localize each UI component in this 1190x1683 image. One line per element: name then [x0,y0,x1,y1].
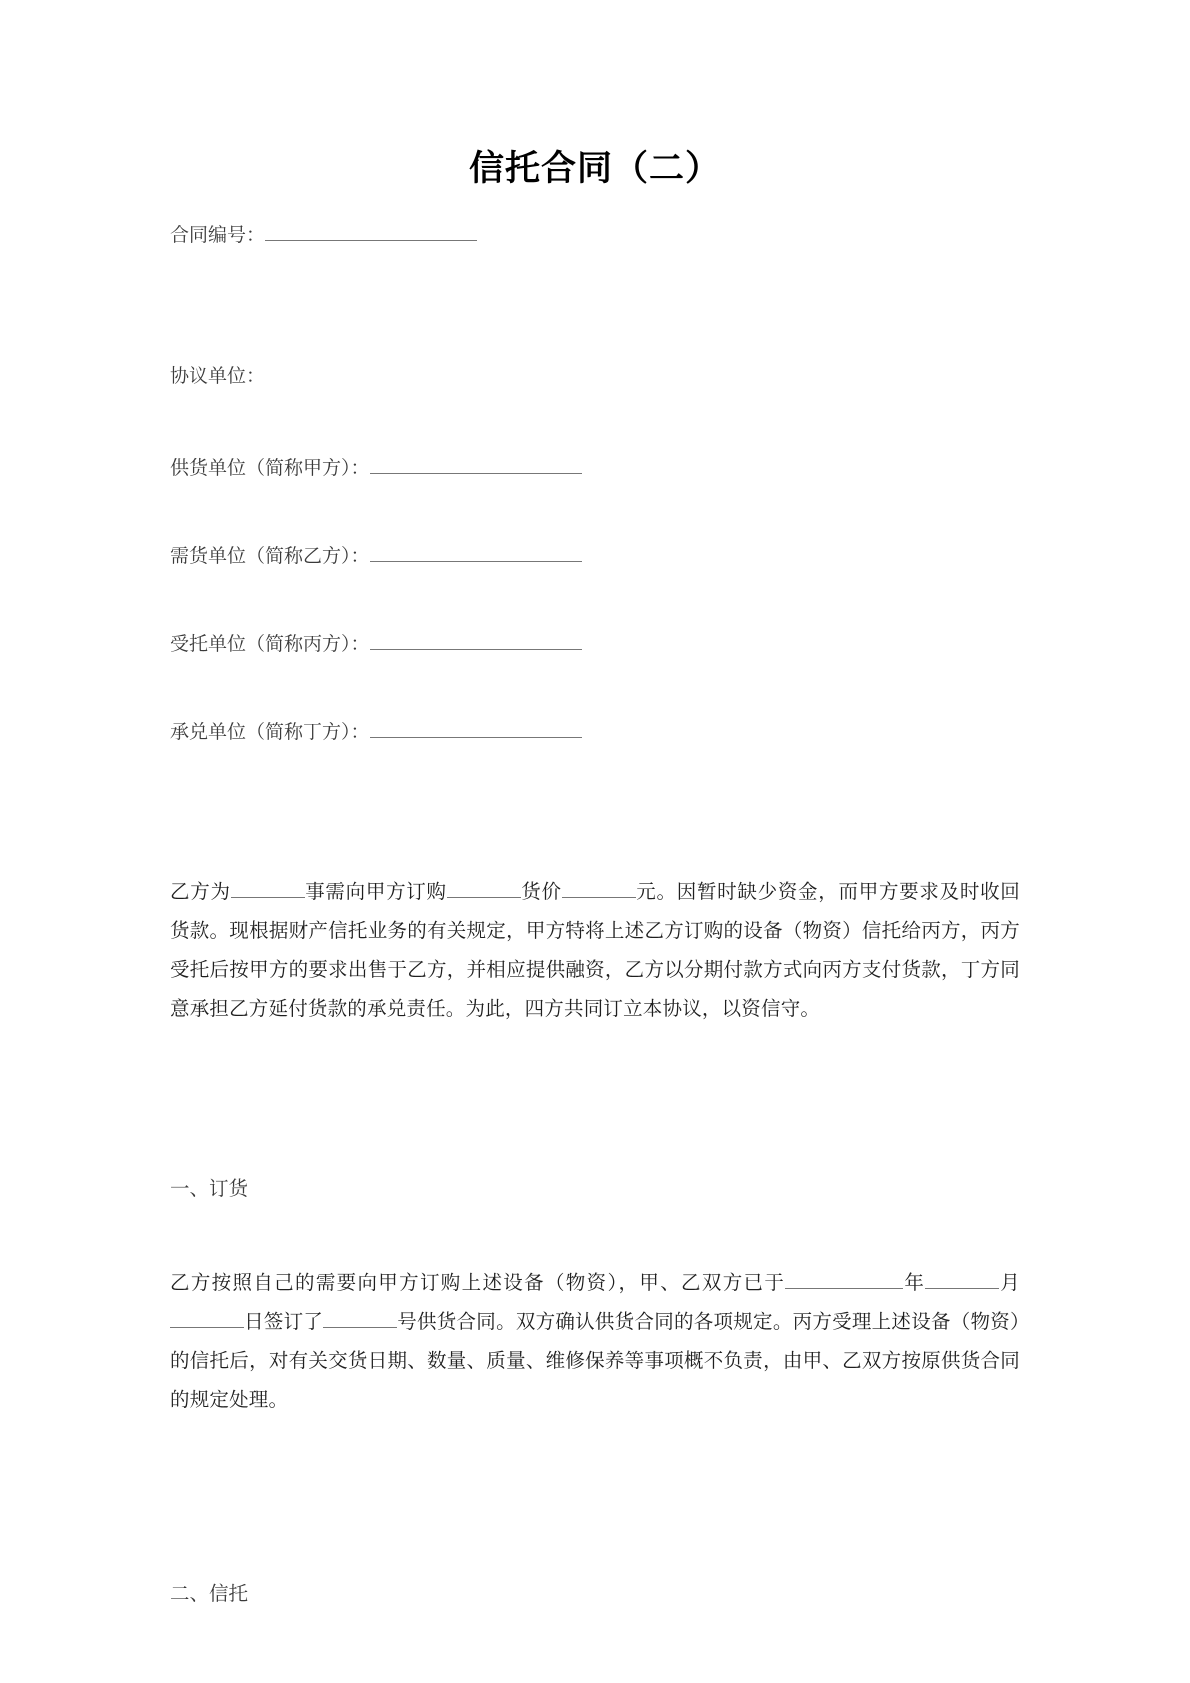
spacer [170,1029,1020,1115]
spacer [170,273,1020,359]
section-1-text-1: 乙方按照自己的需要向甲方订购上述设备（物资），甲、乙双方已于 [170,1273,786,1295]
preamble-text-1: 乙方为 [170,882,231,904]
party-row-buyer [170,539,1020,575]
spacer [170,1115,1020,1171]
contract-number-blank[interactable] [265,221,477,241]
section-heading-2: 二、信托 [170,1584,249,1606]
contract-number-label: 合同编号： [170,224,266,246]
party-label-acceptor: 承兑单位（简称丁方）： [170,721,370,743]
party-label-buyer: 需货单位（简称乙方）： [170,545,370,567]
agreement-units-label: 协议单位： [170,365,266,387]
party-blank-buyer[interactable] [370,542,582,562]
preamble-blank-3[interactable] [562,878,636,899]
section-1-blank-month[interactable] [925,1269,999,1290]
party-row-supplier [170,451,1020,487]
section-1-blank-contract-no[interactable] [323,1308,397,1329]
party-blank-acceptor[interactable] [370,718,582,738]
party-label-trustee: 受托单位（简称丙方）： [170,633,370,655]
section-1-text-4: 日签订了 [244,1312,324,1334]
spacer [170,395,1020,451]
spacer [170,837,1020,873]
section-1-text-5: 号供货合同。双方确认供货合同的各项规定。丙方受理上述设备（物资）的信托后，对有关交货日期、数量、质量、维修保养等事项概不负责，由甲、乙双方按原供货合同的规定处理。 [170,1312,1020,1412]
spacer [170,1420,1020,1506]
preamble-text-3: 货价 [520,882,562,904]
spacer [170,1208,1020,1264]
party-row-trustee [170,627,1020,663]
spacer [170,1506,1020,1576]
party-blank-supplier[interactable] [370,454,582,474]
preamble-text-4: 元。因暂时缺少资金，而甲方要求及时收回货款。现根据财产信托业务的有关规定，甲方特将上述乙方订购的设备（物资）信托给丙方，丙方受托后按甲方的要求出售于乙方，并相应提供融资，乙方以分期付款方式向丙方支付货款，丁方同意承担乙方延付货款的承兑责任。为此，四方共同订立本协议，以资信守。 [170,882,1020,1021]
party-blank-trustee[interactable] [370,630,582,650]
party-row-acceptor [170,715,1020,751]
section-1-text-3: 月 [999,1273,1020,1295]
preamble-blank-1[interactable] [231,878,305,899]
preamble-text-2: 事需向甲方订购 [304,882,447,904]
contract-number-line [170,218,1020,254]
page-title: 信托合同（二） [468,149,721,188]
party-label-supplier: 供货单位（简称甲方）： [170,457,370,479]
spacer [170,751,1020,837]
section-1-text-2: 年 [903,1273,926,1295]
section-1-paragraph [170,1264,1020,1420]
preamble-blank-2[interactable] [447,878,521,899]
section-1-blank-day[interactable] [170,1308,244,1329]
preamble-paragraph [170,873,1020,1029]
section-1-blank-year[interactable] [785,1269,903,1290]
party-list [170,451,1020,751]
section-heading-1: 一、订货 [170,1179,249,1201]
